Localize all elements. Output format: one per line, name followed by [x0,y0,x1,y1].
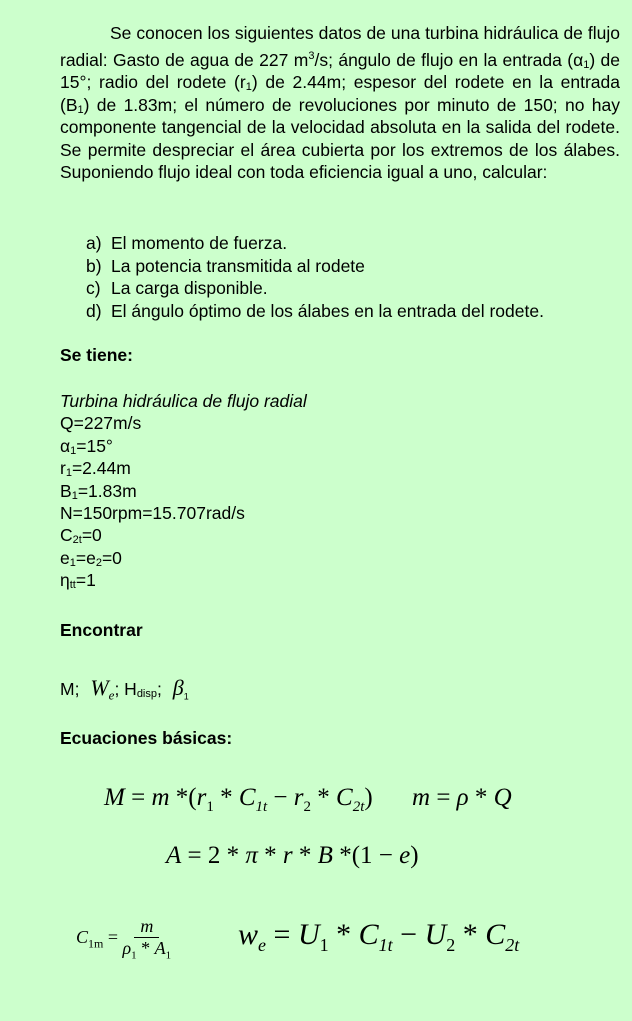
equation-euler-work: $w_e = U_1 * C_{1t} - U_2 * C_{2t}$ [238,918,520,955]
given-heading: Se tiene: [60,345,133,365]
given-title: Turbina hidráulica de flujo radial [60,391,307,411]
list-item: d) El ángulo óptimo de los álabes en la entrada del rodete. [86,300,544,321]
equation-mass-flow: m = ρ * Q [412,784,512,811]
given-n: N=150rpm=15.707rad/s [60,503,245,524]
equation-meridional-velocity: $C_{1m}$ = $\frac{m}{\rho_1 * A_1}$ [76,916,172,962]
equation-moment: M = m $*(r_1 * C_{1t} - r_2 * C_{2t})$ [104,784,373,815]
given-e: $e_1=e_2=0$ [60,547,122,569]
find-heading: Encontrar [60,620,143,640]
list-item: a) El momento de fuerza. [86,233,288,253]
given-eta: $\eta_{tt}=1$ [60,570,96,592]
given-c2t: $C_{2t}=0$ [60,525,102,547]
questions-list [86,232,544,322]
list-item: b) La potencia transmitida al rodete [86,255,365,276]
equation-area: A = 2 * π * r * B *(1 − e) [166,842,419,869]
given-q: Q=227m/s [60,413,142,434]
given-r: $r_1=2.44m$ [60,458,131,480]
list-item: c) La carga disponible. [86,278,268,299]
given-alpha: $\alpha_1=15^\circ$ [60,435,113,457]
equations-heading: Ecuaciones básicas: [60,728,233,748]
find-list: M; $W_e$; $H_{disp}$; $\beta_1$ [60,675,189,703]
given-b: $B_1=1.83m$ [60,480,137,502]
given-data [60,390,307,592]
problem-statement: Se conocen los siguientes datos de una turbina hidráulica de flujo radial: Gasto de agua de 227 $m^3/s$; ángulo de flujo en la entrada $(\alpha_1)$ de 15°; radio del rodete $(r_1)$ de 2.44m; espesor del rodete en la entrada $(B_1)$ de 1.83m; el número de revoluciones por minuto de 150; no hay componente tangencial de la velocidad absoluta en la salida del rodete. Se permite despreciar el área cubierta por los extremos de los álabes. Suponiendo flujo ideal con toda eficiencia igual a uno, calcular: [60,23,620,183]
